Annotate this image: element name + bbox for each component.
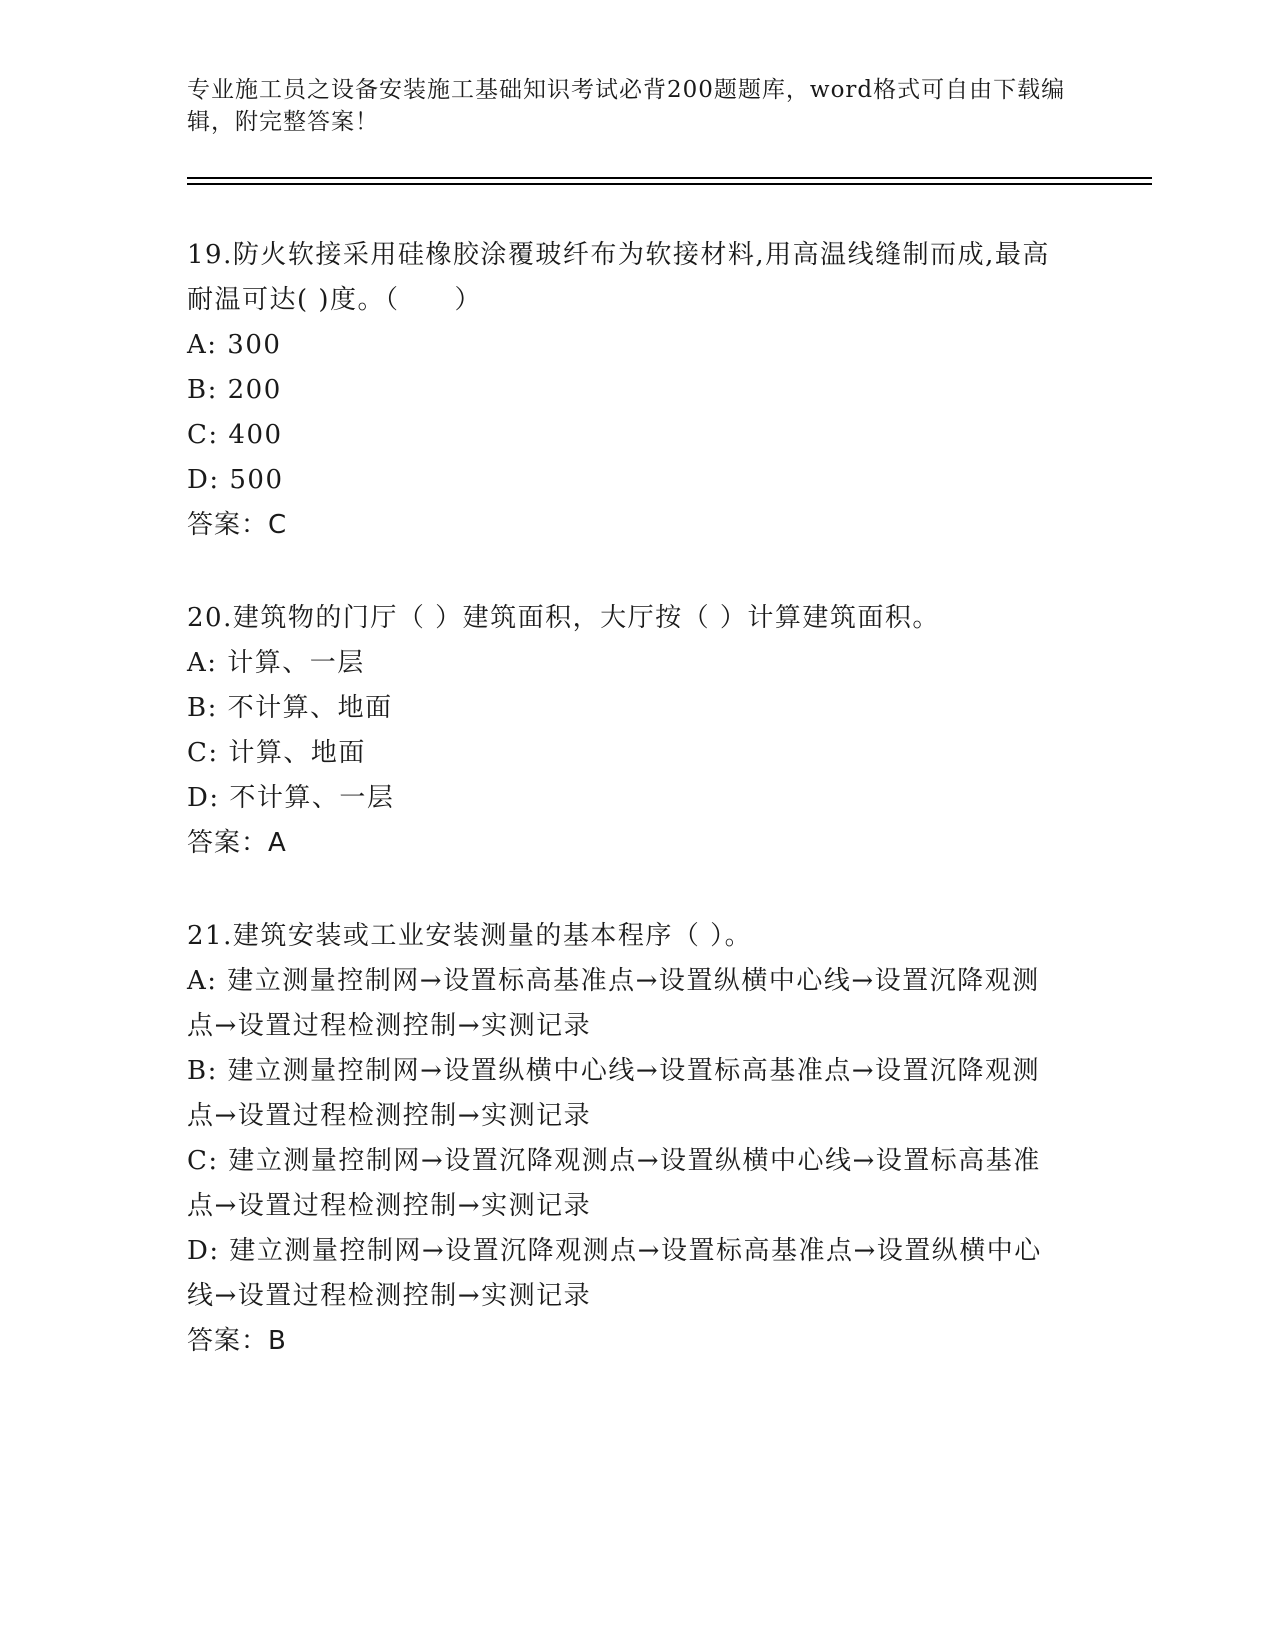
answer: 答案：C	[187, 510, 288, 540]
question-19	[187, 233, 1067, 548]
answer: 答案：B	[187, 1326, 287, 1356]
question-stem: 21.建筑安装或工业安装测量的基本程序（ ）。	[187, 921, 753, 951]
question-21	[187, 914, 1067, 1364]
option-a: A: 建立测量控制网→设置标高基准点→设置纵横中心线→设置沉降观测点→设置过程检测控制→实测记录	[187, 966, 1040, 1041]
option-d: D: 不计算、一层	[187, 783, 395, 813]
option-c: C: 建立测量控制网→设置沉降观测点→设置纵横中心线→设置标高基准点→设置过程检测控制→实测记录	[187, 1146, 1041, 1221]
question-stem: 19.防火软接采用硅橡胶涂覆玻纤布为软接材料,用高温线缝制而成,最高耐温可达( )度。（ ）	[187, 240, 1050, 315]
option-d: D: 500	[187, 465, 284, 495]
question-20	[187, 596, 1067, 866]
option-b: B: 建立测量控制网→设置纵横中心线→设置标高基准点→设置沉降观测点→设置过程检测控制→实测记录	[187, 1056, 1040, 1131]
document-intro: 专业施工员之设备安装施工基础知识考试必背200题题库，word格式可自由下载编辑，附完整答案！	[187, 77, 1066, 135]
answer: 答案：A	[187, 828, 287, 858]
option-a: A: 300	[187, 330, 282, 360]
option-a: A: 计算、一层	[187, 648, 365, 678]
header-divider-bottom	[187, 183, 1152, 185]
question-stem: 20.建筑物的门厅（ ）建筑面积，大厅按（ ）计算建筑面积。	[187, 603, 940, 633]
option-b: B: 200	[187, 375, 282, 405]
option-d: D: 建立测量控制网→设置沉降观测点→设置标高基准点→设置纵横中心线→设置过程检测控制→实测记录	[187, 1236, 1042, 1311]
option-c: C: 计算、地面	[187, 738, 366, 768]
header-divider-top	[187, 177, 1152, 179]
option-c: C: 400	[187, 420, 283, 450]
option-b: B: 不计算、地面	[187, 693, 393, 723]
